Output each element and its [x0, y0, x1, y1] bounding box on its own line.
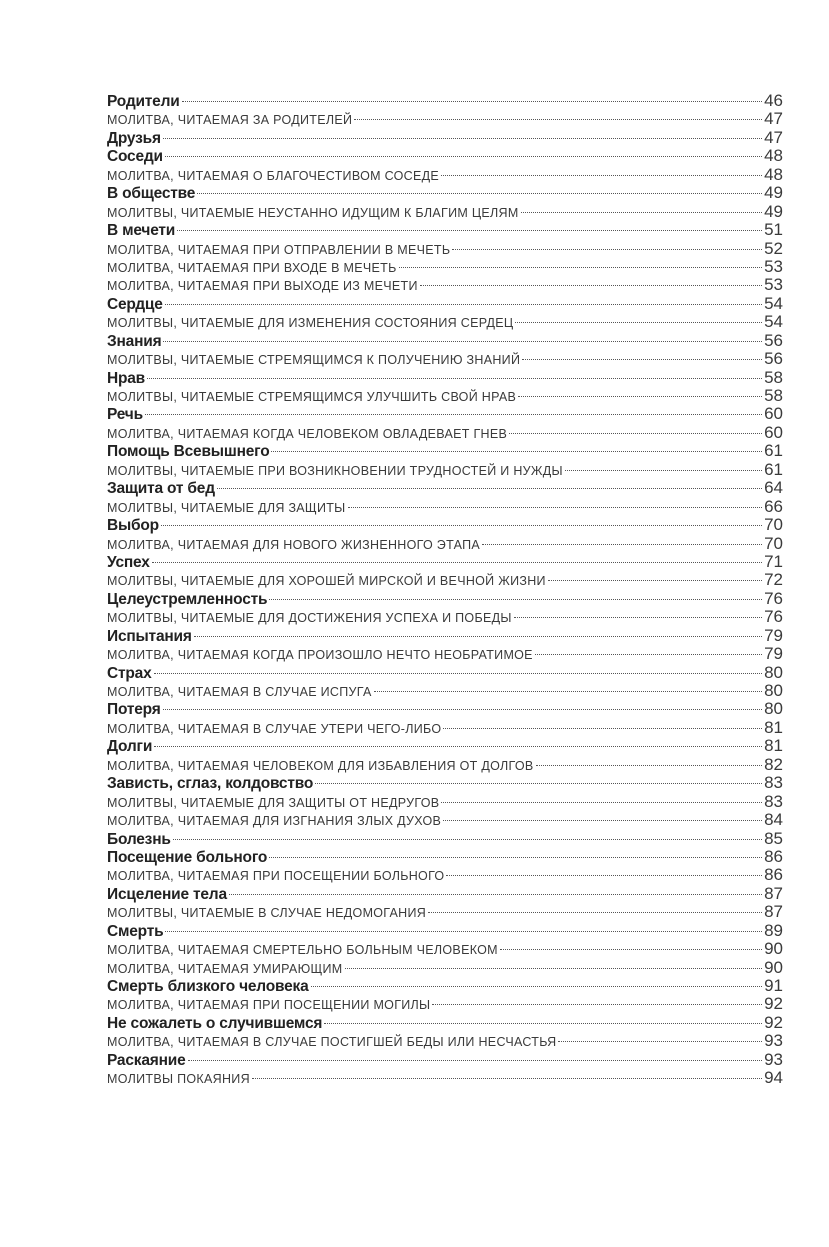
toc-item-title: МОЛИТВЫ, ЧИТАЕМЫЕ СТРЕМЯЩИМСЯ К ПОЛУЧЕНИЮ ЗНАНИЙ [107, 353, 521, 368]
toc-item-entry [107, 811, 783, 829]
toc-item-entry [107, 959, 783, 977]
dot-leader [163, 341, 762, 342]
toc-item-title: МОЛИТВА, ЧИТАЕМАЯ ПРИ ВЫХОДЕ ИЗ МЕЧЕТИ [107, 279, 418, 294]
toc-section-title: Не сожалеть о случившемся [107, 1014, 323, 1032]
toc-item-entry [107, 387, 783, 405]
dot-leader [482, 544, 762, 545]
toc-section-title: Смерть близкого человека [107, 978, 309, 995]
toc-item-title: МОЛИТВА, ЧИТАЕМАЯ КОГДА ЧЕЛОВЕКОМ ОВЛАДЕВАЕТ ГНЕВ [107, 426, 508, 441]
dot-leader [443, 820, 762, 821]
dot-leader [163, 709, 763, 710]
page-number: 48 [764, 164, 783, 184]
dot-leader [518, 396, 762, 397]
dot-leader [165, 156, 762, 157]
toc-item-title: МОЛИТВА, ЧИТАЕМАЯ ПРИ ОТПРАВЛЕНИИ В МЕЧЕТЬ [107, 242, 451, 257]
page-number: 56 [764, 330, 783, 350]
toc-item-title: МОЛИТВЫ, ЧИТАЕМЫЕ В СЛУЧАЕ НЕДОМОГАНИЯ [107, 906, 427, 921]
toc-section-entry [107, 885, 783, 903]
toc-section-entry [107, 479, 783, 497]
page-number: 46 [764, 91, 783, 110]
toc-section-entry [107, 332, 783, 350]
dot-leader [509, 433, 762, 434]
page-number: 53 [764, 256, 783, 276]
dot-leader [194, 636, 762, 637]
toc-section-entry [107, 977, 783, 995]
page-number: 84 [764, 810, 783, 830]
dot-leader [432, 1004, 762, 1005]
dot-leader [521, 212, 762, 213]
toc-item-title: МОЛИТВА, ЧИТАЕМАЯ В СЛУЧАЕ ПОСТИГШЕЙ БЕДЫ ИЛИ НЕСЧАСТЬЯ [107, 1035, 557, 1050]
toc-item-title: МОЛИТВА, ЧИТАЕМАЯ СМЕРТЕЛЬНО БОЛЬНЫМ ЧЕЛОВЕКОМ [107, 943, 498, 958]
toc-section-title: Друзья [107, 129, 161, 147]
toc-section-title: Помощь Всевышнего [107, 443, 270, 461]
toc-item-title: МОЛИТВЫ, ЧИТАЕМЫЕ НЕУСТАННО ИДУЩИМ К БЛАГИМ ЦЕЛЯМ [107, 205, 519, 220]
page-number: 54 [764, 312, 783, 332]
page-number: 76 [764, 588, 783, 608]
toc-item-entry [107, 1069, 783, 1087]
toc-item-title: МОЛИТВА, ЧИТАЕМАЯ В СЛУЧАЕ УТЕРИ ЧЕГО-ЛИБО [107, 721, 442, 736]
toc-section-entry [107, 590, 783, 608]
toc-section-title: Долги [107, 738, 153, 756]
page-number: 92 [764, 994, 783, 1014]
page-number: 60 [764, 422, 783, 442]
page-number: 51 [764, 220, 783, 240]
toc-item-entry [107, 203, 783, 221]
toc-section-title: В обществе [107, 185, 196, 203]
toc-section-entry [107, 1051, 783, 1069]
page-number: 81 [764, 717, 783, 737]
page-number: 85 [764, 828, 783, 848]
table-of-contents [107, 92, 783, 1088]
page-number: 49 [764, 183, 783, 203]
dot-leader [311, 986, 763, 987]
toc-item-title: МОЛИТВЫ, ЧИТАЕМЫЕ ДЛЯ ИЗМЕНЕНИЯ СОСТОЯНИЯ СЕРДЕЦ [107, 316, 514, 331]
page-number: 64 [764, 478, 783, 498]
page-number: 76 [764, 607, 783, 627]
page-number: 70 [764, 533, 783, 553]
page-number: 87 [764, 883, 783, 903]
dot-leader [145, 414, 762, 415]
page-number: 58 [764, 386, 783, 405]
toc-section-title: Болезнь [107, 830, 171, 848]
toc-item-entry [107, 682, 783, 700]
toc-item-entry [107, 571, 783, 589]
toc-item-title: МОЛИТВЫ ПОКАЯНИЯ [107, 1072, 250, 1087]
dot-leader [188, 1060, 763, 1061]
dot-leader [536, 765, 763, 766]
dot-leader [514, 617, 762, 618]
toc-item-title: МОЛИТВА, ЧИТАЕМАЯ ДЛЯ НОВОГО ЖИЗНЕННОГО ЭТАПА [107, 537, 481, 552]
dot-leader [163, 138, 762, 139]
page-number: 49 [764, 201, 783, 221]
dot-leader [269, 857, 762, 858]
toc-section-title: Страх [107, 664, 152, 682]
toc-item-entry [107, 240, 783, 258]
toc-section-title: Защита от бед [107, 480, 215, 498]
page-number: 52 [764, 238, 783, 258]
dot-leader [420, 285, 762, 286]
page-number: 83 [764, 773, 783, 793]
toc-section-entry [107, 442, 783, 460]
page-number: 48 [764, 146, 783, 166]
dot-leader [165, 304, 762, 305]
toc-item-title: МОЛИТВЫ, ЧИТАЕМЫЕ ДЛЯ ЗАЩИТЫ [107, 500, 346, 515]
dot-leader [548, 580, 762, 581]
page-number: 71 [764, 551, 783, 571]
page-number: 66 [764, 496, 783, 516]
page-number: 91 [764, 976, 783, 995]
dot-leader [500, 949, 762, 950]
toc-item-entry [107, 793, 783, 811]
dot-leader [452, 249, 762, 250]
dot-leader [441, 175, 762, 176]
dot-leader [443, 728, 762, 729]
dot-leader [147, 378, 762, 379]
toc-item-title: МОЛИТВА, ЧИТАЕМАЯ ПРИ ВХОДЕ В МЕЧЕТЬ [107, 260, 397, 275]
dot-leader [197, 193, 762, 194]
page-number: 92 [764, 1012, 783, 1032]
dot-leader [345, 968, 763, 969]
toc-item-entry [107, 903, 783, 921]
toc-section-entry [107, 92, 783, 110]
toc-item-entry [107, 719, 783, 737]
toc-section-title: Исцеление тела [107, 885, 227, 903]
toc-item-title: МОЛИТВА, ЧИТАЕМАЯ В СЛУЧАЕ ИСПУГА [107, 685, 372, 699]
page-number: 54 [764, 293, 783, 313]
toc-item-entry [107, 350, 783, 368]
toc-section-entry [107, 848, 783, 866]
page-number: 83 [764, 791, 783, 811]
toc-section-entry [107, 405, 783, 423]
toc-item-title: МОЛИТВА, ЧИТАЕМАЯ ПРИ ПОСЕЩЕНИИ БОЛЬНОГО [107, 869, 445, 884]
dot-leader [152, 562, 762, 563]
toc-item-entry [107, 940, 783, 958]
dot-leader [177, 230, 762, 231]
dot-leader [269, 599, 762, 600]
dot-leader [558, 1041, 762, 1042]
toc-item-title: МОЛИТВЫ, ЧИТАЕМЫЕ ДЛЯ ХОРОШЕЙ МИРСКОЙ И ВЕЧНОЙ ЖИЗНИ [107, 574, 546, 589]
page-number: 90 [764, 939, 783, 959]
toc-section-entry [107, 664, 783, 682]
page-number: 94 [764, 1068, 783, 1088]
page-number: 80 [764, 662, 783, 682]
toc-section-title: Выбор [107, 517, 159, 535]
dot-leader [229, 894, 762, 895]
toc-section-title: В мечети [107, 222, 176, 240]
toc-item-entry [107, 535, 783, 553]
page-number: 79 [764, 625, 783, 645]
toc-section-entry [107, 369, 783, 387]
page-number: 89 [764, 920, 783, 940]
toc-section-title: Зависть, сглаз, колдовство [107, 775, 314, 793]
toc-item-title: МОЛИТВА, ЧИТАЕМАЯ УМИРАЮЩИМ [107, 961, 343, 976]
toc-item-title: МОЛИТВЫ, ЧИТАЕМЫЕ ДЛЯ ДОСТИЖЕНИЯ УСПЕХА И ПОБЕДЫ [107, 611, 512, 626]
toc-section-title: Сердце [107, 295, 163, 313]
toc-section-entry [107, 147, 783, 165]
toc-section-title: Испытания [107, 627, 192, 645]
toc-item-entry [107, 276, 783, 294]
toc-item-entry [107, 498, 783, 516]
page-number: 53 [764, 275, 783, 295]
toc-section-title: Посещение больного [107, 848, 268, 866]
toc-section-title: Речь [107, 406, 143, 424]
dot-leader [324, 1023, 762, 1024]
toc-item-title: МОЛИТВА, ЧИТАЕМАЯ ЧЕЛОВЕКОМ ДЛЯ ИЗБАВЛЕНИЯ ОТ ДОЛГОВ [107, 758, 534, 773]
toc-section-entry [107, 922, 783, 940]
dot-leader [271, 451, 762, 452]
toc-item-entry [107, 313, 783, 331]
dot-leader [315, 783, 762, 784]
page-number: 61 [764, 441, 783, 461]
page-number: 82 [764, 754, 783, 774]
toc-item-entry [107, 608, 783, 626]
toc-section-entry [107, 516, 783, 534]
toc-section-title: Нрав [107, 369, 146, 387]
toc-section-title: Смерть [107, 922, 164, 940]
page-number: 60 [764, 404, 783, 424]
toc-item-entry [107, 166, 783, 184]
dot-leader [446, 875, 762, 876]
page-number: 90 [764, 957, 783, 977]
dot-leader [165, 931, 762, 932]
toc-item-entry [107, 258, 783, 276]
page-number: 87 [764, 902, 783, 922]
dot-leader [565, 470, 762, 471]
dot-leader [154, 746, 762, 747]
toc-section-entry [107, 627, 783, 645]
toc-section-entry [107, 184, 783, 202]
toc-item-title: МОЛИТВА, ЧИТАЕМАЯ ДЛЯ ИЗГНАНИЯ ЗЛЫХ ДУХОВ [107, 814, 442, 829]
toc-item-entry [107, 110, 783, 128]
dot-leader [161, 525, 762, 526]
dot-leader [515, 322, 762, 323]
page-number: 47 [764, 109, 783, 129]
toc-section-entry [107, 221, 783, 239]
toc-section-entry [107, 1014, 783, 1032]
toc-section-title: Успех [107, 553, 150, 571]
toc-item-entry [107, 995, 783, 1013]
dot-leader [535, 654, 762, 655]
dot-leader [348, 507, 763, 508]
page-number: 56 [764, 349, 783, 369]
page-number: 80 [764, 699, 783, 719]
page-number: 79 [764, 644, 783, 664]
dot-leader [173, 839, 762, 840]
page-number: 72 [764, 570, 783, 590]
page-number: 93 [764, 1031, 783, 1051]
toc-section-entry [107, 700, 783, 718]
toc-item-title: МОЛИТВЫ, ЧИТАЕМЫЕ ДЛЯ ЗАЩИТЫ ОТ НЕДРУГОВ [107, 795, 440, 810]
toc-item-entry [107, 866, 783, 884]
toc-item-entry [107, 424, 783, 442]
toc-section-entry [107, 830, 783, 848]
dot-leader [217, 488, 762, 489]
toc-item-title: МОЛИТВА, ЧИТАЕМАЯ ПРИ ПОСЕЩЕНИИ МОГИЛЫ [107, 998, 431, 1013]
toc-section-title: Родители [107, 93, 180, 110]
page-number: 58 [764, 367, 783, 387]
page-number: 93 [764, 1049, 783, 1069]
dot-leader [374, 691, 762, 692]
page-number: 86 [764, 846, 783, 866]
toc-section-entry [107, 774, 783, 792]
toc-item-title: МОЛИТВА, ЧИТАЕМАЯ КОГДА ПРОИЗОШЛО НЕЧТО НЕОБРАТИМОЕ [107, 648, 533, 663]
dot-leader [399, 267, 763, 268]
page-number: 61 [764, 459, 783, 479]
dot-leader [154, 673, 763, 674]
toc-section-entry [107, 295, 783, 313]
toc-section-entry [107, 129, 783, 147]
page-number: 80 [764, 681, 783, 700]
toc-item-entry [107, 645, 783, 663]
dot-leader [522, 359, 762, 360]
page-number: 81 [764, 736, 783, 756]
dot-leader [441, 802, 762, 803]
toc-section-title: Раскаяние [107, 1051, 186, 1069]
toc-item-entry [107, 461, 783, 479]
dot-leader [354, 119, 762, 120]
page-number: 70 [764, 515, 783, 535]
toc-section-entry [107, 737, 783, 755]
toc-section-title: Целеустремленность [107, 590, 268, 608]
dot-leader [252, 1078, 762, 1079]
dot-leader [428, 912, 762, 913]
page-number: 47 [764, 127, 783, 147]
toc-item-title: МОЛИТВЫ, ЧИТАЕМЫЕ СТРЕМЯЩИМСЯ УЛУЧШИТЬ СВОЙ НРАВ [107, 390, 517, 404]
page-number: 86 [764, 865, 783, 885]
toc-item-entry [107, 1032, 783, 1050]
toc-item-title: МОЛИТВЫ, ЧИТАЕМЫЕ ПРИ ВОЗНИКНОВЕНИИ ТРУДНОСТЕЙ И НУЖДЫ [107, 463, 563, 478]
toc-section-title: Соседи [107, 148, 163, 166]
toc-section-entry [107, 553, 783, 571]
dot-leader [182, 101, 763, 102]
toc-section-title: Знания [107, 332, 162, 350]
toc-item-entry [107, 756, 783, 774]
toc-item-title: МОЛИТВА, ЧИТАЕМАЯ ЗА РОДИТЕЛЕЙ [107, 113, 353, 128]
toc-item-title: МОЛИТВА, ЧИТАЕМАЯ О БЛАГОЧЕСТИВОМ СОСЕДЕ [107, 168, 440, 183]
toc-section-title: Потеря [107, 701, 161, 719]
